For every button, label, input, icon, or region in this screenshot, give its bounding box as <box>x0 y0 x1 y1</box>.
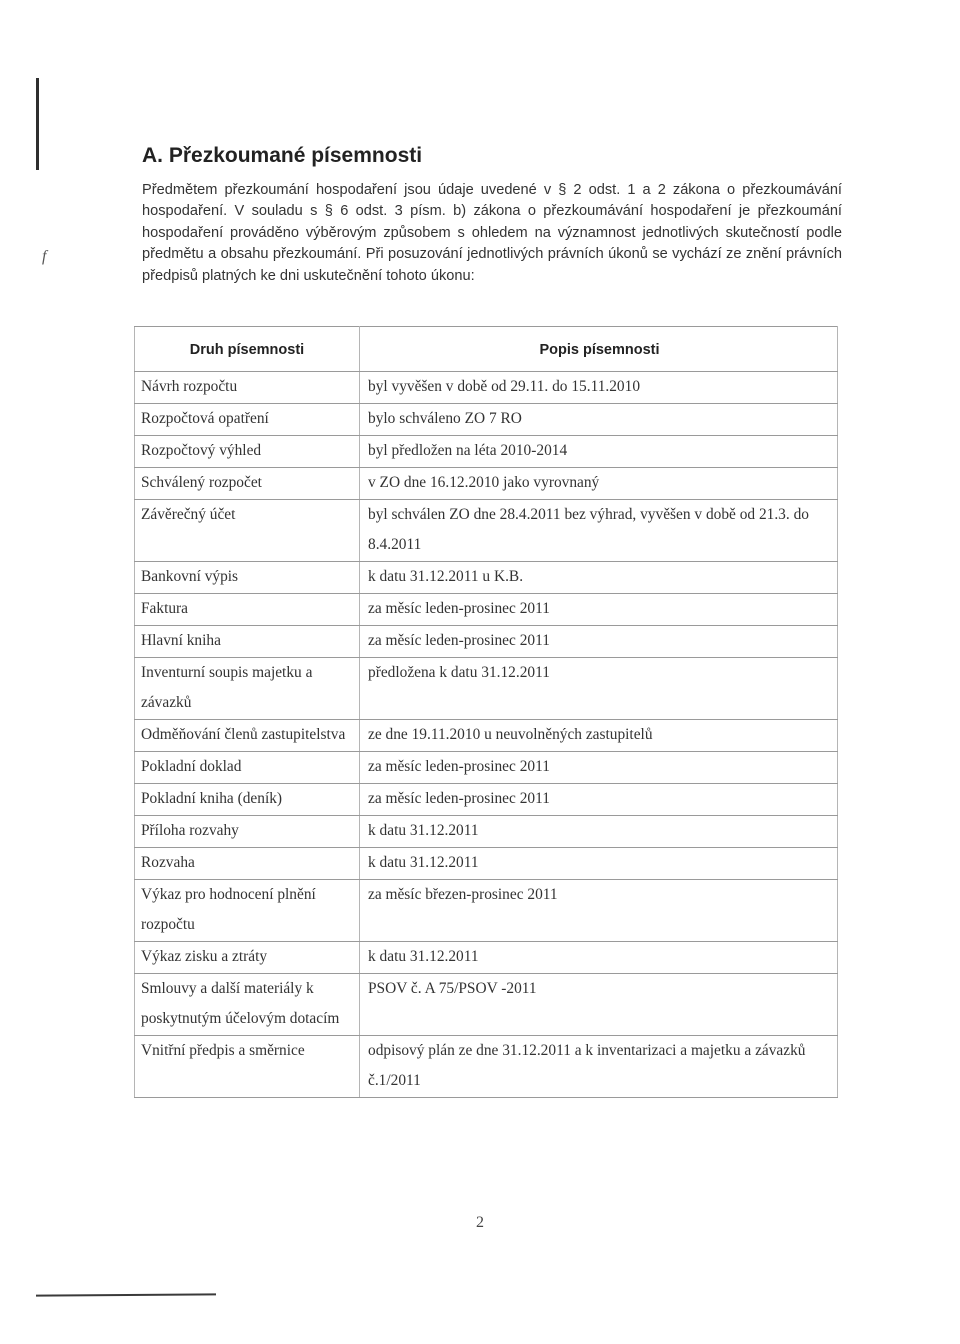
document-type-cell: Návrh rozpočtu <box>135 372 360 404</box>
document-type-cell: Pokladní doklad <box>135 752 360 784</box>
document-description-cell: za měsíc leden-prosinec 2011 <box>360 626 838 658</box>
table-row <box>135 562 838 594</box>
document-type-cell: Závěrečný účet <box>135 500 360 562</box>
scan-bottom-stroke <box>36 1293 216 1296</box>
document-type-cell: Inventurní soupis majetku a závazků <box>135 658 360 720</box>
document-type-cell: Rozpočtová opatření <box>135 404 360 436</box>
document-description-cell: byl vyvěšen v době od 29.11. do 15.11.2010 <box>360 372 838 404</box>
document-description-cell: předložena k datu 31.12.2011 <box>360 658 838 720</box>
document-type-cell: Bankovní výpis <box>135 562 360 594</box>
margin-mark: f <box>42 248 47 265</box>
document-type-cell: Smlouvy a další materiály k poskytnutým účelovým dotacím <box>135 974 360 1036</box>
table-row <box>135 816 838 848</box>
document-type-cell: Příloha rozvahy <box>135 816 360 848</box>
section-title: A. Přezkoumané písemnosti <box>142 144 423 167</box>
table-row <box>135 880 838 942</box>
document-description-cell: za měsíc leden-prosinec 2011 <box>360 594 838 626</box>
table-row <box>135 594 838 626</box>
table-row <box>135 436 838 468</box>
document-description-cell: bylo schváleno ZO 7 RO <box>360 404 838 436</box>
document-description-cell: k datu 31.12.2011 <box>360 816 838 848</box>
page-number: 2 <box>476 1214 484 1231</box>
table-row <box>135 372 838 404</box>
document-type-cell: Hlavní kniha <box>135 626 360 658</box>
document-type-cell: Pokladní kniha (deník) <box>135 784 360 816</box>
document-description-cell: za měsíc leden-prosinec 2011 <box>360 752 838 784</box>
document-type-cell: Schválený rozpočet <box>135 468 360 500</box>
document-description-cell: k datu 31.12.2011 <box>360 942 838 974</box>
scan-margin-line <box>36 78 39 170</box>
intro-paragraph: Předmětem přezkoumání hospodaření jsou údaje uvedené v § 2 odst. 1 a 2 zákona o přezkoumávání hospodaření. V souladu s § 6 odst. 3 písm. b) zákona o přezkoumávání hospodaření je přezkoumání hospodaření prováděno výběrovým způsobem s ohledem na významnost jednotlivých skutečností podle předmětu a obsahu přezkoumání. Při posuzování jednotlivých právních úkonů se vychází ze znění právních předpisů platných ke dni uskutečnění tohoto úkonu: <box>142 182 842 284</box>
document-type-cell: Faktura <box>135 594 360 626</box>
table-row <box>135 626 838 658</box>
table-row <box>135 468 838 500</box>
document-type-cell: Vnitřní předpis a směrnice <box>135 1036 360 1098</box>
document-description-cell: za měsíc leden-prosinec 2011 <box>360 784 838 816</box>
header-document-type: Druh písemnosti <box>135 327 360 372</box>
table-row <box>135 658 838 720</box>
table-row <box>135 1036 838 1098</box>
document-description-cell: byl předložen na léta 2010-2014 <box>360 436 838 468</box>
document-type-cell: Rozpočtový výhled <box>135 436 360 468</box>
table-header-row <box>135 327 838 372</box>
document-type-cell: Výkaz zisku a ztráty <box>135 942 360 974</box>
table-body <box>135 372 838 1098</box>
table-row <box>135 974 838 1036</box>
table-row <box>135 942 838 974</box>
table-row <box>135 500 838 562</box>
table-row <box>135 752 838 784</box>
table-row <box>135 784 838 816</box>
document-description-cell: k datu 31.12.2011 u K.B. <box>360 562 838 594</box>
table-row <box>135 404 838 436</box>
document-description-cell: ze dne 19.11.2010 u neuvolněných zastupitelů <box>360 720 838 752</box>
document-description-cell: za měsíc březen-prosinec 2011 <box>360 880 838 942</box>
document-description-cell: PSOV č. A 75/PSOV -2011 <box>360 974 838 1036</box>
document-description-cell: k datu 31.12.2011 <box>360 848 838 880</box>
document-type-cell: Odměňování členů zastupitelstva <box>135 720 360 752</box>
document-description-cell: odpisový plán ze dne 31.12.2011 a k inventarizaci a majetku a závazků č.1/2011 <box>360 1036 838 1098</box>
document-type-cell: Výkaz pro hodnocení plnění rozpočtu <box>135 880 360 942</box>
table-row <box>135 848 838 880</box>
documents-table <box>134 326 838 1098</box>
document-type-cell: Rozvaha <box>135 848 360 880</box>
table-row <box>135 720 838 752</box>
header-document-description: Popis písemnosti <box>360 327 838 372</box>
document-description-cell: v ZO dne 16.12.2010 jako vyrovnaný <box>360 468 838 500</box>
document-description-cell: byl schválen ZO dne 28.4.2011 bez výhrad, vyvěšen v době od 21.3. do 8.4.2011 <box>360 500 838 562</box>
